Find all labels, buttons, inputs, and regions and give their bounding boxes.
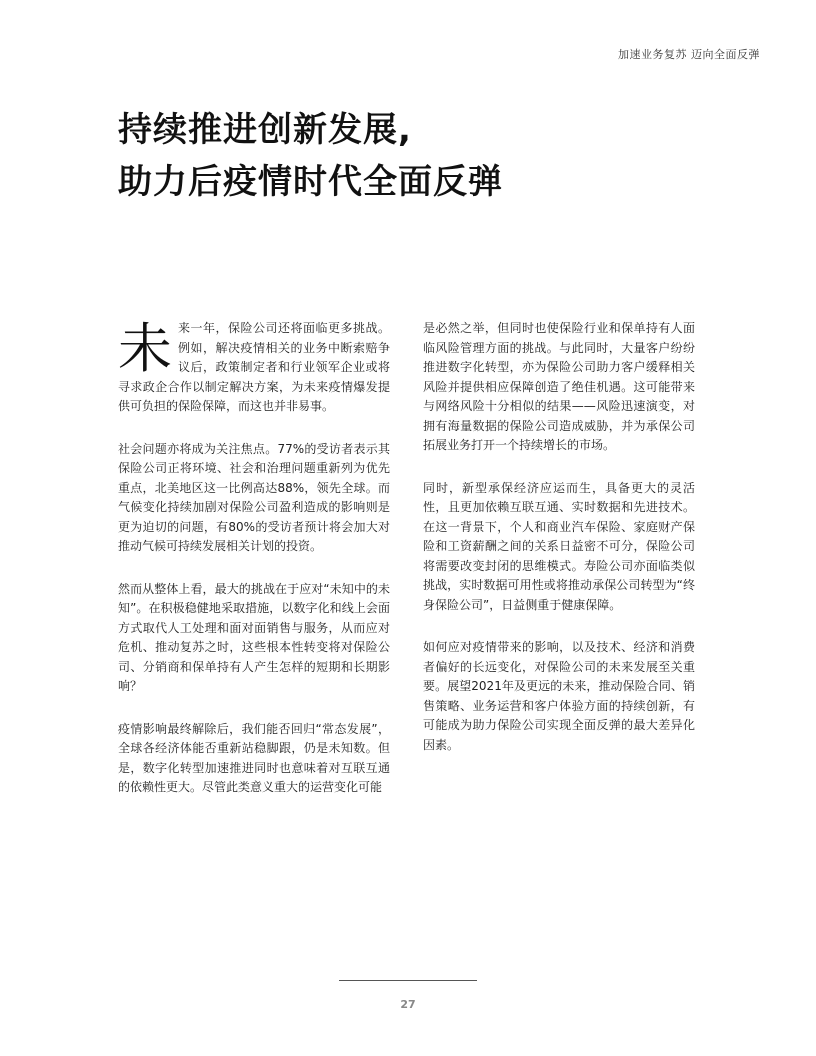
- footer-divider: [339, 980, 477, 981]
- page-title: [118, 104, 678, 208]
- page-title-line-1: 持续推进创新发展,: [118, 110, 412, 150]
- running-header: 加速业务复苏 迈向全面反弹: [618, 48, 760, 61]
- paragraph: 疫情影响最终解除后，我们能否回归“常态发展”，全球各经济体能否重新站稳脚跟，仍是未知数。但是，数字化转型加速推进同时也意味着对互联互通的依赖性更大。尽管此类意义重大的运营变化可能: [118, 721, 390, 794]
- page-title-line-2: 助力后疫情时代全面反弹: [118, 162, 503, 202]
- left-column: [118, 319, 390, 821]
- paragraph: 是必然之举，但同时也使保险行业和保单持有人面临风险管理方面的挑战。与此同时，大量客户纷纷推进数字化转型，亦为保险公司助力客户缓释相关风险并提供相应保障创造了绝佳机遇。这可能带来与网络风险十分相似的结果——风险迅速演变，对拥有海量数据的保险公司造成威胁，并为承保公司拓展业务打开一个持续增长的市场。: [423, 321, 695, 452]
- right-column: [423, 319, 695, 778]
- paragraph: [118, 319, 390, 417]
- drop-cap: 未: [118, 317, 172, 380]
- paragraph: 同时，新型承保经济应运而生，具备更大的灵活性，且更加依赖互联互通、实时数据和先进技术。在这一背景下，个人和商业汽车保险、家庭财产保险和工资薪酬之间的关系日益密不可分，保险公司将需要改变封闭的思维模式。寿险公司亦面临类似挑战，实时数据可用性或将推动承保公司转型为“终身保险公司”，日益侧重于健康保障。: [423, 480, 695, 612]
- paragraph: 如何应对疫情带来的影响，以及技术、经济和消费者偏好的长远变化，对保险公司的未来发展至关重要。展望2021年及更远的未来，推动保险合同、销售策略、业务运营和客户体验方面的持续创新，有可能成为助力保险公司实现全面反弹的最大差异化因素。: [423, 640, 695, 752]
- paragraph: 社会问题亦将成为关注焦点。77%的受访者表示其保险公司正将环境、社会和治理问题重新列为优先重点，北美地区这一比例高达88%，领先全球。而气候变化持续加剧对保险公司盈利造成的影响则是更为迫切的问题，有80%的受访者预计将会加大对推动气候可持续发展相关计划的投资。: [118, 441, 390, 553]
- page-number: 27: [400, 998, 416, 1011]
- paragraph-text: 来一年，保险公司还将面临更多挑战。例如，解决疫情相关的业务中断索赔争议后，政策制定者和行业领军企业或将寻求政企合作以制定解决方案，为未来疫情爆发提供可负担的保险保障，而这也并非易事。: [118, 321, 390, 413]
- paragraph: 然而从整体上看，最大的挑战在于应对“未知中的未知”。在积极稳健地采取措施，以数字化和线上会面方式取代人工处理和面对面销售与服务，从而应对危机、推动复苏之时，这些根本性转变将对保险公司、分销商和保单持有人产生怎样的短期和长期影响？: [118, 581, 390, 693]
